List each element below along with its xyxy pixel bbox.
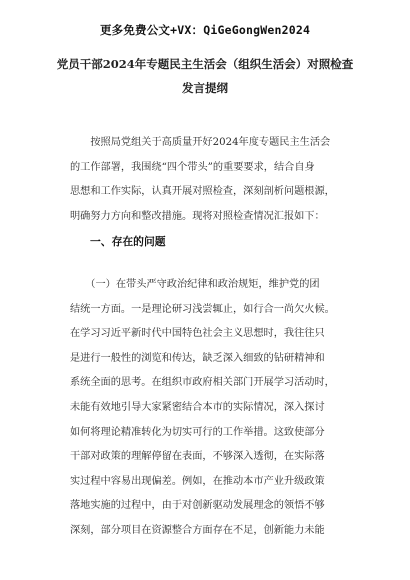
text-line: 如何将理论精准转化为切实可行的工作举措。这致使部分 bbox=[70, 426, 325, 438]
text-line: 是进行一般性的浏览和传达，缺乏深入细致的钻研精神和 bbox=[70, 352, 325, 364]
text-line: 干部对政策的理解停留在表面，不够深入透彻，在实际落 bbox=[70, 451, 325, 463]
document-title-line-1: 党员干部2024年专题民主生活会（组织生活会）对照检查 bbox=[56, 57, 354, 71]
promo-banner: 更多免费公文+VX：QiGeGongWen2024 bbox=[99, 23, 311, 37]
text-line: 深刻，部分项目在资源整合方面存在不足，创新能力未能 bbox=[70, 524, 325, 536]
intro-paragraph bbox=[70, 131, 352, 229]
text-line: 按照局党组关于高质量开好2024年度专题民主生活会 bbox=[70, 137, 331, 148]
document-title-line-2: 发言提纲 bbox=[182, 81, 228, 95]
body-paragraph bbox=[70, 273, 352, 544]
text-line: （一）在带头严守政治纪律和政治规矩，维护党的团 bbox=[70, 279, 320, 290]
text-line: 系统全面的思考。在组织市政府相关部门开展学习活动时， bbox=[70, 377, 335, 389]
text-line: 落地实施的过程中，由于对创新驱动发展理念的领悟不够 bbox=[70, 500, 325, 512]
section-heading: 一、存在的问题 bbox=[90, 235, 166, 248]
text-line: 未能有效地引导大家紧密结合本市的实际情况，深入探讨 bbox=[70, 401, 325, 413]
text-line: 结统一方面。一是理论研习浅尝辄止，如行合一尚欠火候。 bbox=[70, 303, 335, 315]
text-line: 在学习习近平新时代中国特色社会主义思想时，我往往只 bbox=[70, 328, 325, 340]
text-line: 明确努力方向和整改措施。现将对照检查情况汇报如下： bbox=[70, 210, 325, 222]
text-line: 的工作部署，我围绕“四个带头”的重要要求，结合自身 bbox=[70, 161, 315, 173]
text-line: 思想和工作实际，认真开展对照检查，深刻剖析问题根源， bbox=[70, 186, 335, 198]
text-line: 实过程中容易出现偏差。例如，在推动本市产业升级政策 bbox=[70, 475, 325, 487]
